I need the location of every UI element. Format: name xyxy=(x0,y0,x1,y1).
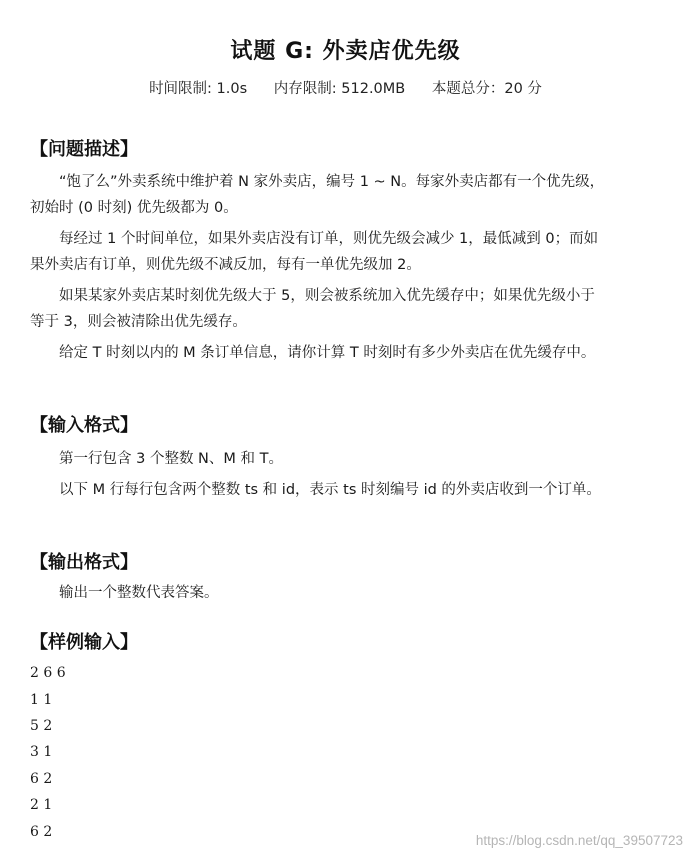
memory-limit: 内存限制: 512.0MB xyxy=(273,81,406,97)
sample-input-line: 6 2 xyxy=(30,771,53,787)
output-format-paragraph: 输出一个整数代表答案。 xyxy=(59,585,219,601)
output-format-heading: 【输出格式】 xyxy=(30,552,138,573)
problem-title: 试题 G: 外卖店优先级 xyxy=(230,39,461,64)
description-heading: 【问题描述】 xyxy=(30,139,138,160)
description-paragraph: 如果某家外卖店某时刻优先级大于 5，则会被系统加入优先缓存中；如果优先级小于等于 3，则会被清除出优先缓存。 xyxy=(30,288,595,330)
total-score: 本题总分：20 分 xyxy=(431,81,542,97)
watermark: https://blog.csdn.net/qq_39507723 xyxy=(475,833,683,848)
description-paragraph: 给定 T 时刻以内的 M 条订单信息，请你计算 T 时刻时有多少外卖店在优先缓存中。 xyxy=(59,345,596,361)
sample-input-line: 1 1 xyxy=(30,692,53,708)
sample-input-line: 2 6 6 xyxy=(30,665,66,681)
problem-meta xyxy=(0,77,691,98)
input-format-heading: 【输入格式】 xyxy=(30,415,138,436)
sample-input-line: 5 2 xyxy=(30,718,53,734)
sample-input-line: 6 2 xyxy=(30,824,53,840)
input-format-paragraph: 以下 M 行每行包含两个整数 ts 和 id，表示 ts 时刻编号 id 的外卖店收到一个订单。 xyxy=(59,482,601,498)
description-paragraph: “饱了么”外卖系统中维护着 N 家外卖店，编号 1 ~ N。每家外卖店都有一个优先级，初始时 (0 时刻) 优先级都为 0。 xyxy=(30,174,605,216)
sample-input-line: 3 1 xyxy=(30,744,53,760)
description-paragraph: 每经过 1 个时间单位，如果外卖店没有订单，则优先级会减少 1，最低减到 0；而如果外卖店有订单，则优先级不减反加，每有一单优先级加 2。 xyxy=(30,231,599,273)
sample-input-line: 2 1 xyxy=(30,797,53,813)
time-limit: 时间限制: 1.0s xyxy=(149,81,248,97)
sample-input-heading: 【样例输入】 xyxy=(30,632,138,653)
input-format-paragraph: 第一行包含 3 个整数 N、M 和 T。 xyxy=(59,451,283,467)
